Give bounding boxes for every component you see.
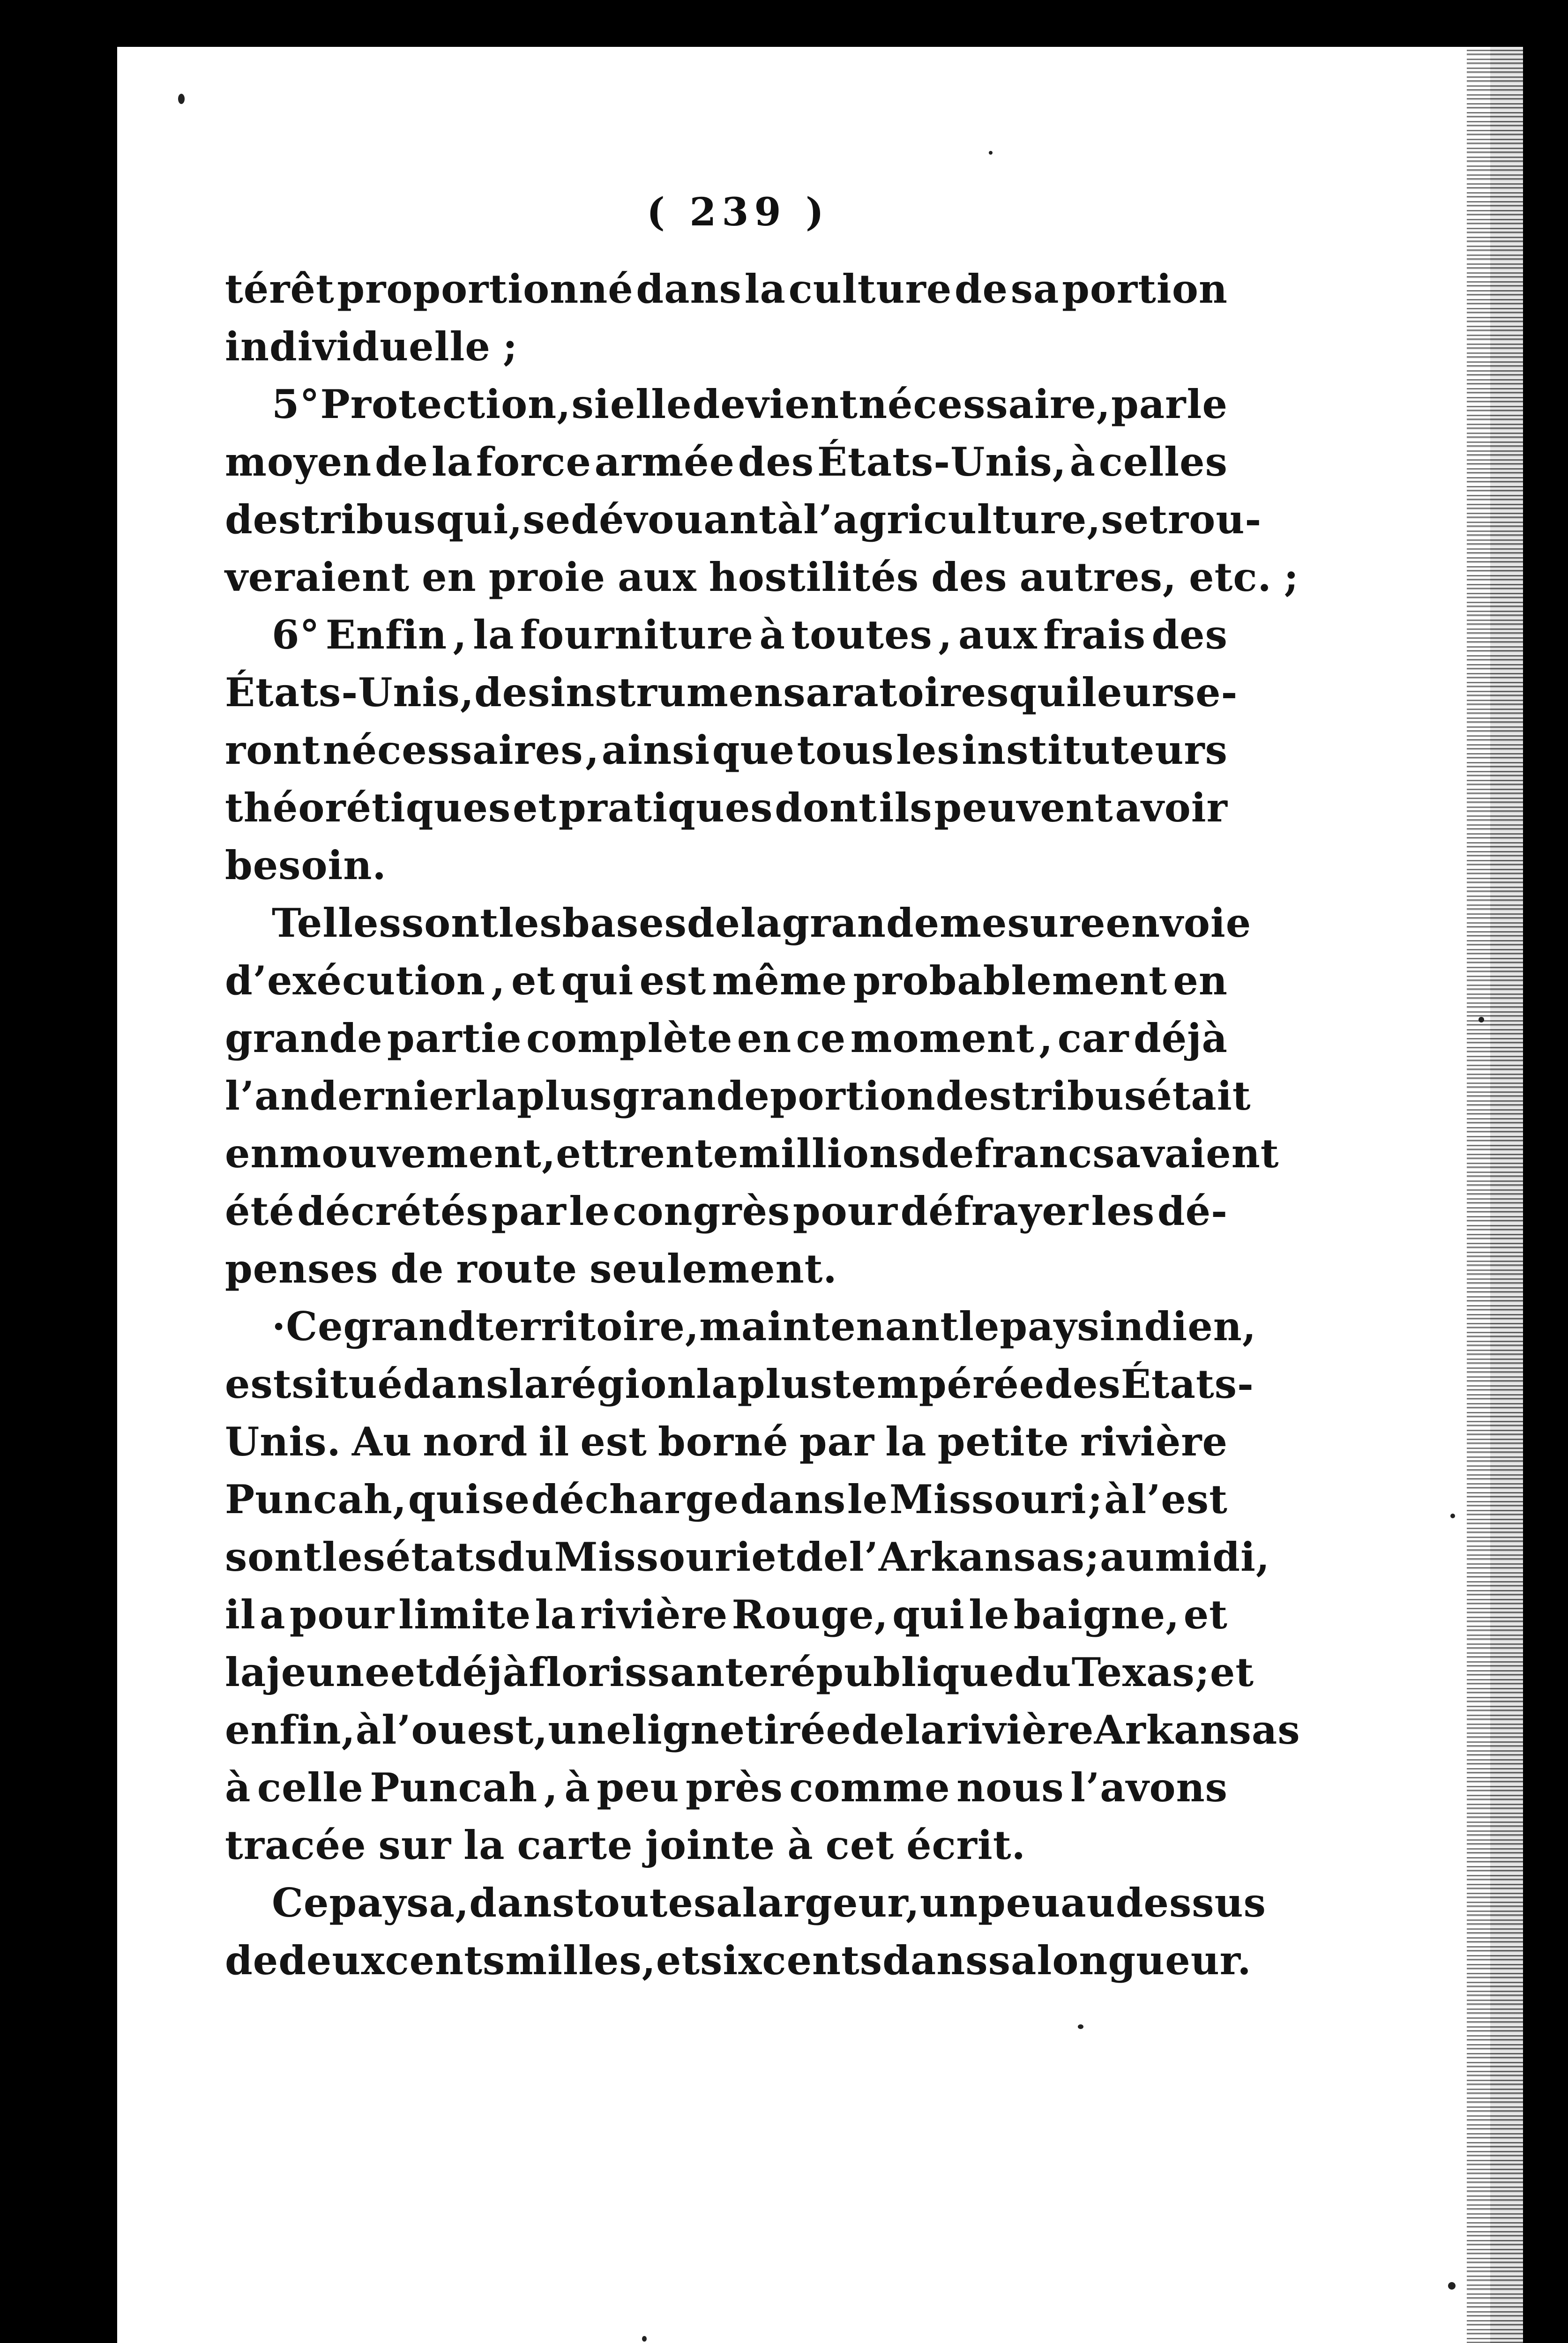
text-line: Ce pays a, dans toute sa largeur, un peu au dessus	[272, 1880, 1266, 1926]
text-line: ront nécessaires , ainsi que tous les instituteurs	[225, 727, 1228, 773]
text-line: grande partie complète en ce moment , car déjà	[225, 1015, 1228, 1061]
text-line: individuelle ;	[225, 323, 518, 370]
text-line: été décrétés par le congrès pour défrayer les dé-	[225, 1188, 1228, 1234]
text-line: est situé dans la région la plus tempérée des États-	[225, 1361, 1254, 1407]
text-line: sont les états du Missouri et de l’Arkansas; au midi,	[225, 1534, 1270, 1580]
text-line: 6° Enfin , la fourniture à toutes , aux frais des	[272, 612, 1228, 658]
text-line: térêt proportionné dans la culture de sa portion	[225, 266, 1228, 312]
text-line: penses de route seulement.	[225, 1246, 837, 1292]
text-line: ·Ce grand territoire, maintenant le pays indien,	[272, 1303, 1257, 1350]
text-line: besoin.	[225, 842, 387, 888]
text-line: Telles sont les bases de la grande mesure en voie	[272, 900, 1252, 946]
scan-speck	[642, 2336, 647, 2342]
text-line: Puncah, qui se décharge dans le Missouri ; à l’est	[225, 1476, 1228, 1522]
text-line: en mouvement, et trente millions de francs avaient	[225, 1130, 1279, 1177]
scan-speck	[178, 94, 185, 104]
text-line: de deux cents milles, et six cents dans sa longueur.	[225, 1937, 1252, 1984]
text-line: veraient en proie aux hostilités des autres, etc. ;	[225, 554, 1299, 600]
text-line: à celle Puncah , à peu près comme nous l’avons	[225, 1764, 1228, 1811]
scan-speck	[1478, 1017, 1484, 1022]
text-line: tracée sur la carte jointe à cet écrit.	[225, 1822, 1026, 1868]
text-line: l’an dernier la plus grande portion des tribus était	[225, 1073, 1251, 1119]
text-line: enfin, à l’ouest, une ligne tirée de la rivière Arkansas	[225, 1707, 1300, 1753]
text-line: États-Unis, des instrumens aratoires qui leur se-	[225, 669, 1238, 716]
text-line: il a pour limite la rivière Rouge, qui le baigne, et	[225, 1591, 1228, 1638]
scan-speck	[1450, 1514, 1455, 1518]
text-line: 5° Protection, si elle devient nécessaire, par le	[272, 381, 1228, 427]
text-line: d’exécution , et qui est même probablement en	[225, 957, 1228, 1004]
page-edge	[1467, 47, 1523, 2343]
text-line: Unis. Au nord il est borné par la petite rivière	[225, 1418, 1228, 1465]
text-line: la jeune et déjà florissante république du Texas; et	[225, 1649, 1254, 1695]
text-line: des tribus qui, se dévouant à l’agriculture, se trou-	[225, 496, 1262, 543]
page-number: ( 239 )	[647, 190, 829, 235]
body-text	[225, 260, 1300, 1989]
scan-speck	[989, 151, 993, 155]
text-line: théorétiques et pratiques dont ils peuvent avoir	[225, 784, 1228, 831]
scan-speck	[1078, 2024, 1083, 2029]
text-line: moyen de la force armée des États-Unis, à celles	[225, 439, 1228, 485]
scan-speck	[1448, 2282, 1456, 2290]
